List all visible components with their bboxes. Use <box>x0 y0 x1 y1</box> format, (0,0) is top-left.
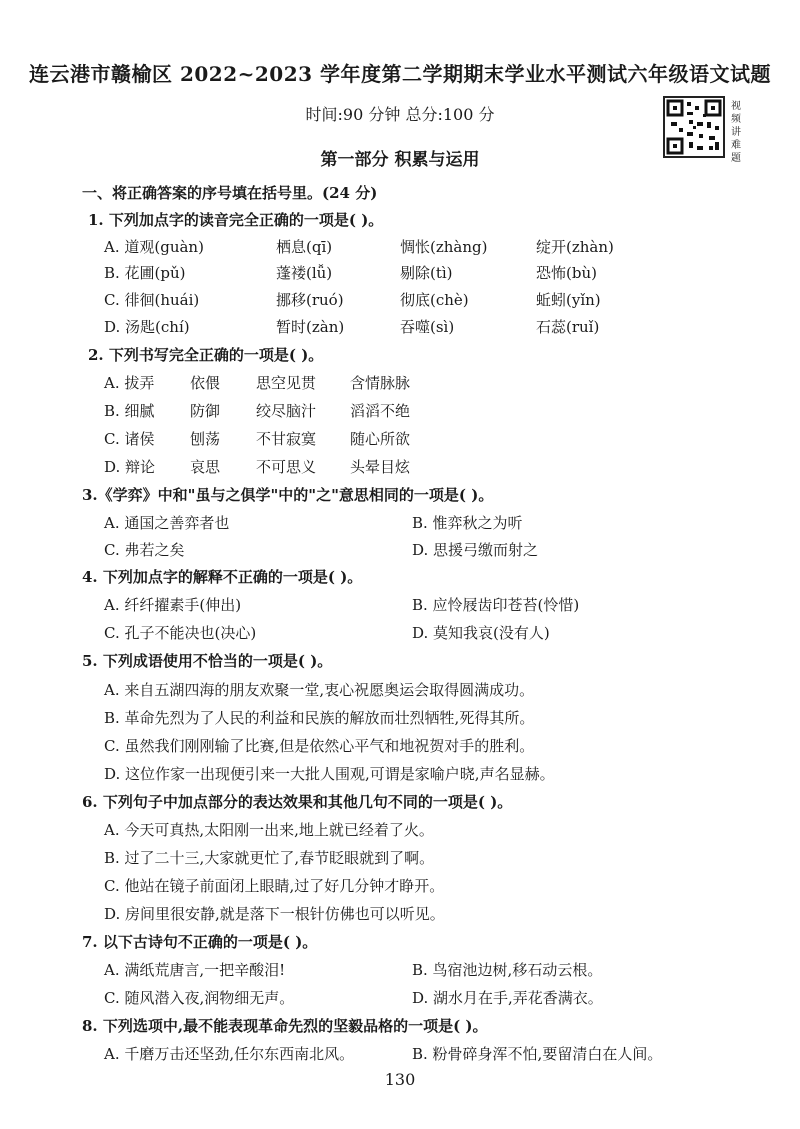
q1-a3: 惆怅(zhàng) <box>400 238 488 256</box>
q7-d: D. 湖水月在手,弄花香满衣。 <box>412 989 603 1007</box>
q2-a4: 含情脉脉 <box>350 374 411 392</box>
q1-d1: D. 汤匙(chí) <box>104 318 190 336</box>
question-7-stem: 7. 以下古诗句不正确的一项是( )。 <box>82 933 318 951</box>
part-heading: 第一部分 积累与运用 <box>320 150 480 170</box>
question-8-stem: 8. 下列选项中,最不能表现革命先烈的坚毅品格的一项是( )。 <box>82 1017 488 1035</box>
q3-b: B. 惟弈秋之为听 <box>412 514 523 532</box>
q2-a1: A. 拔弄 <box>104 374 155 392</box>
q3-a: A. 通国之善弈者也 <box>104 514 230 532</box>
q1-b2: 蓬褛(lǚ) <box>276 264 333 282</box>
q4-b: B. 应怜屐齿印苍苔(怜惜) <box>412 596 580 614</box>
q8-b: B. 粉骨碎身浑不怕,要留清白在人间。 <box>412 1045 663 1063</box>
question-2-stem: 2. 下列书写完全正确的一项是( )。 <box>88 346 324 364</box>
q2-c4: 随心所欲 <box>350 430 411 448</box>
section-heading: 一、将正确答案的序号填在括号里。(24 分) <box>82 184 378 202</box>
page-number: 130 <box>384 1070 416 1089</box>
q2-c3: 不甘寂寞 <box>256 430 317 448</box>
q2-c1: C. 诸侯 <box>104 430 155 448</box>
qr-label: 视频讲难题 <box>731 101 741 164</box>
q1-b3: 剔除(tì) <box>400 264 453 282</box>
question-1-stem: 1. 下列加点字的读音完全正确的一项是( )。 <box>88 211 384 229</box>
q1-a1: A. 道观(guàn) <box>104 238 204 256</box>
q2-d1: D. 辩论 <box>104 458 156 476</box>
q1-a2: 栖息(qī) <box>276 238 333 256</box>
q1-b1: B. 花圃(pǔ) <box>104 264 186 282</box>
q2-a2: 依偎 <box>190 374 221 392</box>
question-4-stem: 4. 下列加点字的解释不正确的一项是( )。 <box>82 568 363 586</box>
q5-a: A. 来自五湖四海的朋友欢聚一堂,衷心祝愿奥运会取得圆满成功。 <box>104 681 535 699</box>
q1-c2: 挪移(ruó) <box>276 291 344 309</box>
q6-b: B. 过了二十三,大家就更忙了,春节眨眼就到了啊。 <box>104 849 435 867</box>
question-6-stem: 6. 下列句子中加点部分的表达效果和其他几句不同的一项是( )。 <box>82 793 513 811</box>
exam-meta: 时间:90 分钟 总分:100 分 <box>305 105 495 124</box>
q6-a: A. 今天可真热,太阳刚一出来,地上就已经着了火。 <box>104 821 434 839</box>
q1-c3: 彻底(chè) <box>400 291 469 309</box>
q4-d: D. 莫知我哀(没有人) <box>412 624 550 642</box>
q2-d4: 头晕目炫 <box>350 458 411 476</box>
q7-b: B. 鸟宿池边树,移石动云根。 <box>412 961 603 979</box>
q3-d: D. 思援弓缴而射之 <box>412 541 539 559</box>
q2-b1: B. 细腻 <box>104 402 155 420</box>
question-3-stem: 3.《学弈》中和"虽与之俱学"中的"之"意思相同的一项是( )。 <box>82 486 494 504</box>
question-5-stem: 5. 下列成语使用不恰当的一项是( )。 <box>82 652 333 670</box>
q5-c: C. 虽然我们刚刚输了比赛,但是依然心平气和地祝贺对手的胜利。 <box>104 737 535 755</box>
q6-d: D. 房间里很安静,就是落下一根针仿佛也可以听见。 <box>104 905 445 923</box>
q5-d: D. 这位作家一出现便引来一大批人围观,可谓是家喻户晓,声名显赫。 <box>104 765 555 783</box>
q2-d3: 不可思义 <box>256 458 317 476</box>
qr-code-icon[interactable] <box>663 96 725 158</box>
q1-b4: 恐怖(bù) <box>536 264 597 282</box>
q1-a4: 绽开(zhàn) <box>536 238 614 256</box>
q2-a3: 思空见贯 <box>256 374 317 392</box>
q8-a: A. 千磨万击还坚劲,任尔东西南北风。 <box>104 1045 355 1063</box>
q2-b4: 滔滔不绝 <box>350 402 411 420</box>
q6-c: C. 他站在镜子前面闭上眼睛,过了好几分钟才睁开。 <box>104 877 445 895</box>
q1-c1: C. 徘徊(huái) <box>104 291 200 309</box>
q7-c: C. 随风潜入夜,润物细无声。 <box>104 989 295 1007</box>
q1-c4: 蚯蚓(yǐn) <box>536 291 601 309</box>
q3-c: C. 弗若之矣 <box>104 541 185 559</box>
q4-c: C. 孔子不能决也(决心) <box>104 624 257 642</box>
q1-d3: 吞噬(sì) <box>400 318 455 336</box>
page-title: 连云港市赣榆区 2022~2023 学年度第二学期期末学业水平测试六年级语文试题 <box>28 62 771 86</box>
q2-b2: 防御 <box>190 402 221 420</box>
q7-a: A. 满纸荒唐言,一把辛酸泪! <box>104 961 286 979</box>
q1-d2: 暂时(zàn) <box>276 318 345 336</box>
q5-b: B. 革命先烈为了人民的利益和民族的解放而壮烈牺牲,死得其所。 <box>104 709 535 727</box>
q1-d4: 石蕊(ruǐ) <box>536 318 600 336</box>
q2-c2: 刨荡 <box>190 430 221 448</box>
q2-d2: 哀思 <box>190 458 221 476</box>
q4-a: A. 纤纤擢素手(伸出) <box>104 596 242 614</box>
q2-b3: 绞尽脑汁 <box>256 402 317 420</box>
